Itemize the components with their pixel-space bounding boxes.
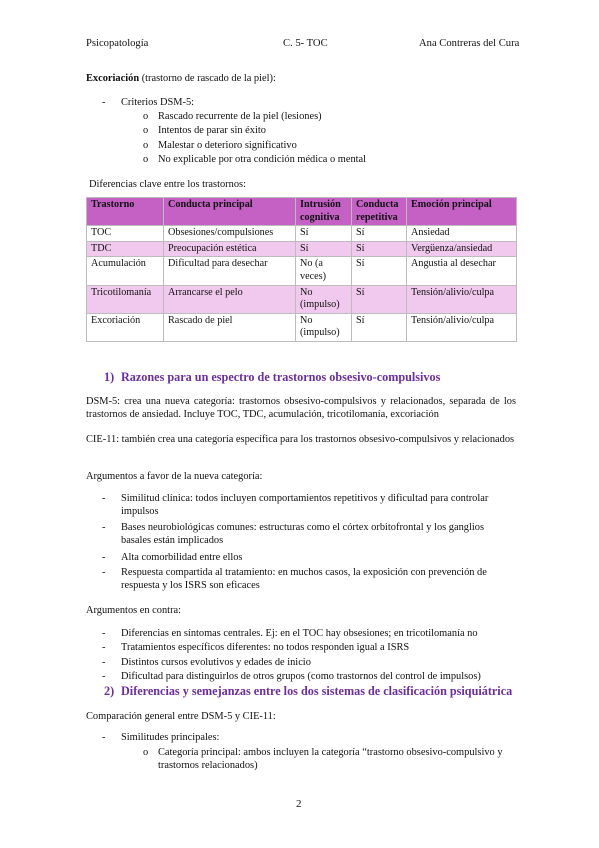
table-header-cell: Intrusión cognitiva bbox=[296, 198, 352, 226]
bullet-dash: - bbox=[102, 552, 106, 563]
table-cell: No (a veces) bbox=[296, 257, 352, 285]
bullet-circle: o bbox=[143, 747, 149, 758]
header-author: Ana Contreras del Cura bbox=[419, 38, 520, 49]
paragraph: CIE-11: también crea una categoría específica para los trastornos obsesivo-compulsivos y relacionados bbox=[86, 434, 515, 445]
bullet-dash: - bbox=[102, 657, 106, 668]
table-header-cell: Emoción principal bbox=[407, 198, 517, 226]
page-number: 2 bbox=[296, 798, 302, 810]
table-cell: Acumulación bbox=[87, 257, 164, 285]
list-item: Similitud clínica: todos incluyen comportamientos repetitivos y dificultad para controlar impulsos bbox=[121, 493, 489, 518]
table-cell: Tensión/alivio/culpa bbox=[407, 285, 517, 313]
excoriacion-title: Excoriación bbox=[86, 73, 140, 84]
table-cell: Obsesiones/compulsiones bbox=[164, 226, 296, 242]
table-cell: Tricotilomanía bbox=[87, 285, 164, 313]
table-cell: Arrancarse el pelo bbox=[164, 285, 296, 313]
table-row bbox=[87, 257, 517, 285]
table-header-row bbox=[87, 198, 517, 226]
table-header-cell: Conducta repetitiva bbox=[352, 198, 407, 226]
table-cell: Sí bbox=[352, 313, 407, 341]
table-row bbox=[87, 241, 517, 257]
table-cell: Tensión/alivio/culpa bbox=[407, 313, 517, 341]
header-subject: Psicopatología bbox=[86, 38, 149, 49]
criteria-item: Malestar o deterioro significativo bbox=[158, 140, 297, 151]
table-cell: Sí bbox=[296, 226, 352, 242]
table-cell: No (impulso) bbox=[296, 285, 352, 313]
table-row bbox=[87, 226, 517, 242]
criteria-label: Criterios DSM-5: bbox=[121, 97, 195, 108]
bullet-dash: - bbox=[102, 732, 106, 743]
table-row bbox=[87, 313, 517, 341]
table-header-cell: Conducta principal bbox=[164, 198, 296, 226]
table-row bbox=[87, 285, 517, 313]
criteria-item: Intentos de parar sin éxito bbox=[158, 125, 266, 136]
bullet-dash: - bbox=[102, 522, 106, 533]
section-title: Diferencias y semejanzas entre los dos sistemas de clasificación psiquiátrica bbox=[121, 684, 513, 698]
bullet-dash: - bbox=[102, 493, 106, 504]
bullet-dash: - bbox=[102, 642, 106, 653]
table-cell: Angustia al desechar bbox=[407, 257, 517, 285]
bullet-dash: - bbox=[102, 567, 106, 578]
favor-title: Argumentos a favor de la nueva categoría: bbox=[86, 471, 263, 482]
bullet-circle: o bbox=[143, 154, 149, 165]
table-cell: No (impulso) bbox=[296, 313, 352, 341]
paragraph: Comparación general entre DSM-5 y CIE-11: bbox=[86, 711, 276, 722]
excoriacion-heading bbox=[86, 72, 516, 85]
list-item: Distintos cursos evolutivos y edades de inicio bbox=[121, 657, 311, 668]
bullet-circle: o bbox=[143, 111, 149, 122]
list-item: Dificultad para distinguirlos de otros grupos (como trastornos del control de impulsos) bbox=[121, 671, 481, 682]
table-cell: Sí bbox=[296, 241, 352, 257]
section-number: 1) bbox=[104, 370, 115, 384]
list-item: Tratamientos específicos diferentes: no todos responden igual a ISRS bbox=[121, 642, 410, 653]
bullet-circle: o bbox=[143, 125, 149, 136]
bullet-dash: - bbox=[102, 97, 106, 108]
sub-list-item: Categoría principal: ambos incluyen la categoría “trastorno obsesivo-compulsivo y trastornos relacionados) bbox=[158, 747, 503, 772]
disorders-table bbox=[86, 197, 517, 342]
table-cell: Ansiedad bbox=[407, 226, 517, 242]
table-cell: Preocupación estética bbox=[164, 241, 296, 257]
table-cell: Sí bbox=[352, 241, 407, 257]
table-cell: Vergüenza/ansiedad bbox=[407, 241, 517, 257]
list-item: Alta comorbilidad entre ellos bbox=[121, 552, 243, 563]
contra-title: Argumentos en contra: bbox=[86, 605, 182, 616]
table-cell: TOC bbox=[87, 226, 164, 242]
section-number: 2) bbox=[104, 684, 115, 698]
header-chapter: C. 5- TOC bbox=[283, 38, 328, 49]
table-cell: TDC bbox=[87, 241, 164, 257]
section-title: Razones para un espectro de trastornos obsesivo-compulsivos bbox=[121, 370, 441, 384]
list-item: Bases neurobiológicas comunes: estructuras como el córtex orbitofrontal y los ganglios basales están implicados bbox=[121, 522, 485, 547]
criteria-item: Rascado recurrente de la piel (lesiones) bbox=[158, 111, 322, 122]
excoriacion-subtitle: (trastorno de rascado de la piel): bbox=[139, 73, 276, 84]
table-cell: Rascado de piel bbox=[164, 313, 296, 341]
table-cell: Dificultad para desechar bbox=[164, 257, 296, 285]
list-item: Diferencias en síntomas centrales. Ej: en el TOC hay obsesiones; en tricotilomanía no bbox=[121, 628, 478, 639]
table-header-cell: Trastorno bbox=[87, 198, 164, 226]
bullet-dash: - bbox=[102, 628, 106, 639]
table-cell: Sí bbox=[352, 285, 407, 313]
table-cell: Excoriación bbox=[87, 313, 164, 341]
list-item: Similitudes principales: bbox=[121, 732, 220, 743]
paragraph: DSM-5: crea una nueva categoría: trastornos obsesivo-compulsivos y relacionados, separada de los trastornos de ansiedad. Incluye TOC, TDC, acumulación, tricotilomanía, excoriación bbox=[86, 396, 516, 421]
bullet-circle: o bbox=[143, 140, 149, 151]
table-cell: Sí bbox=[352, 257, 407, 285]
criteria-item: No explicable por otra condición médica o mental bbox=[158, 154, 367, 165]
table-cell: Sí bbox=[352, 226, 407, 242]
bullet-dash: - bbox=[102, 671, 106, 682]
table-intro: Diferencias clave entre los trastornos: bbox=[89, 179, 246, 190]
list-item: Respuesta compartida al tratamiento: en muchos casos, la exposición con prevención de respuesta y los ISRS son eficaces bbox=[121, 567, 487, 592]
